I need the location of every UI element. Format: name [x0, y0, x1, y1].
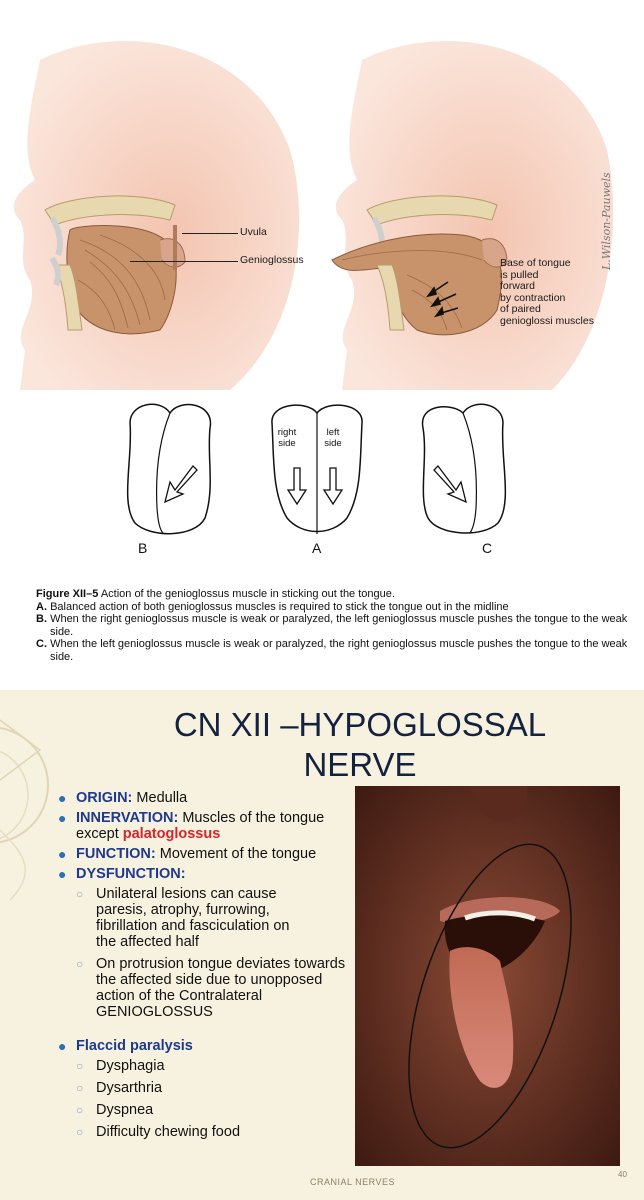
- caption-c-label: C.: [36, 638, 47, 650]
- right-side-line: right: [277, 427, 297, 438]
- base-label-line: is pulled: [500, 268, 539, 281]
- sub-bullet-icon: ○: [76, 957, 84, 971]
- bullet-dot-icon: ●: [58, 790, 67, 806]
- caption-a-text: Balanced action of both genioglossus muscles is required to stick the tongue out in the midline: [50, 600, 509, 613]
- origin-value: Medulla: [136, 790, 188, 806]
- slide-page-number: 40: [618, 1170, 627, 1179]
- sub-bullet-icon: ○: [76, 1125, 84, 1139]
- flaccid-item: [56, 1124, 356, 1140]
- innervation-key: INNERVATION:: [76, 810, 179, 826]
- flaccid-item-text: Dysphagia: [96, 1058, 165, 1074]
- bullet-dysfunction: [56, 866, 356, 882]
- bullet-flaccid: [56, 1038, 356, 1054]
- sub-bullet-icon: ○: [76, 1103, 84, 1117]
- head-illustration-rest: [0, 30, 320, 400]
- dysfunction-key: DYSFUNCTION:: [76, 866, 186, 882]
- slide-title-line2: NERVE: [303, 746, 417, 783]
- flaccid-item: [56, 1058, 356, 1074]
- flaccid-item-text: Dysarthria: [96, 1080, 163, 1096]
- sub-bullet-icon: ○: [76, 1059, 84, 1073]
- dysfunction-sub-2: [56, 956, 346, 1020]
- right-side-line: side: [278, 438, 296, 449]
- bullet-dot-icon: ●: [58, 810, 67, 826]
- slide-title-line1: CN XII –HYPOGLOSSAL: [173, 706, 547, 743]
- innervation-exception: palatoglossus: [122, 826, 221, 842]
- caption-b-label: B.: [36, 613, 47, 625]
- flaccid-item-text: Difficulty chewing food: [96, 1124, 241, 1140]
- caption-b-text: When the right genioglossus muscle is weak or paralyzed, the left genioglossus muscle pushes the tongue to the weak side.: [50, 613, 628, 638]
- figure-caption: [36, 588, 628, 663]
- bullet-dot-icon: ●: [58, 1038, 67, 1054]
- base-of-tongue-label: [500, 258, 594, 327]
- patient-tongue-photo: [355, 786, 620, 1166]
- base-label-line: of paired: [500, 303, 541, 315]
- flaccid-key: Flaccid paralysis: [76, 1038, 193, 1054]
- sub-bullet-icon: ○: [76, 1081, 84, 1095]
- tongue-diagram-a: [262, 398, 372, 538]
- label-b: B: [138, 540, 148, 556]
- caption-c-text: When the left genioglossus muscle is weak or paralyzed, the right genioglossus muscle pushes the tongue to the weak side.: [50, 638, 628, 663]
- bullet-origin: [56, 790, 356, 806]
- caption-c: [36, 638, 628, 663]
- caption-a: [36, 601, 628, 614]
- dysfunction-sub-2-text: On protrusion tongue deviates towards the affected side due to unopposed action of the Contralateral: [96, 956, 346, 1004]
- label-a: A: [312, 540, 322, 556]
- caption-figure-number: Figure XII–5: [36, 588, 99, 600]
- tongue-diagram-c: [408, 398, 518, 538]
- function-value: Movement of the tongue: [159, 846, 317, 862]
- right-side-label: [272, 427, 302, 449]
- left-side-line: side: [324, 438, 342, 449]
- head-illustration-protruded: [322, 30, 644, 400]
- sub-bullet-icon: ○: [76, 887, 84, 901]
- caption-title-text: Action of the genioglossus muscle in sticking out the tongue.: [100, 588, 395, 600]
- base-label-line: by contraction: [500, 291, 566, 304]
- base-label-line: Base of tongue: [500, 257, 571, 269]
- bullet-dot-icon: ●: [58, 866, 67, 882]
- bullet-list: [56, 790, 356, 1146]
- genioglossus-highlight: GENIOGLOSSUS: [96, 1004, 213, 1020]
- flaccid-item: [56, 1080, 356, 1096]
- base-label-line: genioglossi muscles: [500, 314, 594, 327]
- base-label-line: forward: [500, 280, 536, 292]
- bullet-function: [56, 846, 356, 862]
- flaccid-item: [56, 1102, 356, 1118]
- label-c: C: [482, 540, 493, 556]
- illustrator-signature: L.Wilson-Pauwels: [600, 172, 613, 270]
- genioglossus-label: Genioglossus: [240, 254, 304, 266]
- flaccid-item-text: Dyspnea: [96, 1102, 154, 1118]
- tongue-diagram-b: [115, 398, 225, 538]
- caption-title: [36, 588, 628, 601]
- caption-a-label: A.: [36, 600, 47, 613]
- dysfunction-sub-1: [56, 886, 306, 950]
- uvula-label: Uvula: [240, 226, 267, 238]
- bullet-innervation: [56, 810, 356, 842]
- dysfunction-sub-1-text: Unilateral lesions can cause paresis, atrophy, furrowing, fibrillation and fasciculation on the affected half: [96, 886, 290, 950]
- innervation-value: Muscles of the tongue except: [76, 810, 325, 842]
- left-side-line: left: [326, 427, 340, 438]
- bullet-dot-icon: ●: [58, 846, 67, 862]
- uvula-leader: [182, 233, 238, 234]
- origin-key: ORIGIN:: [76, 790, 133, 806]
- spacer: [56, 1026, 356, 1038]
- hypoglossal-slide: [0, 690, 644, 1200]
- slide-footer: CRANIAL NERVES: [310, 1177, 396, 1187]
- function-key: FUNCTION:: [76, 846, 156, 862]
- genioglossus-leader: [130, 261, 238, 262]
- caption-b: [36, 613, 628, 638]
- left-side-label: [318, 427, 348, 449]
